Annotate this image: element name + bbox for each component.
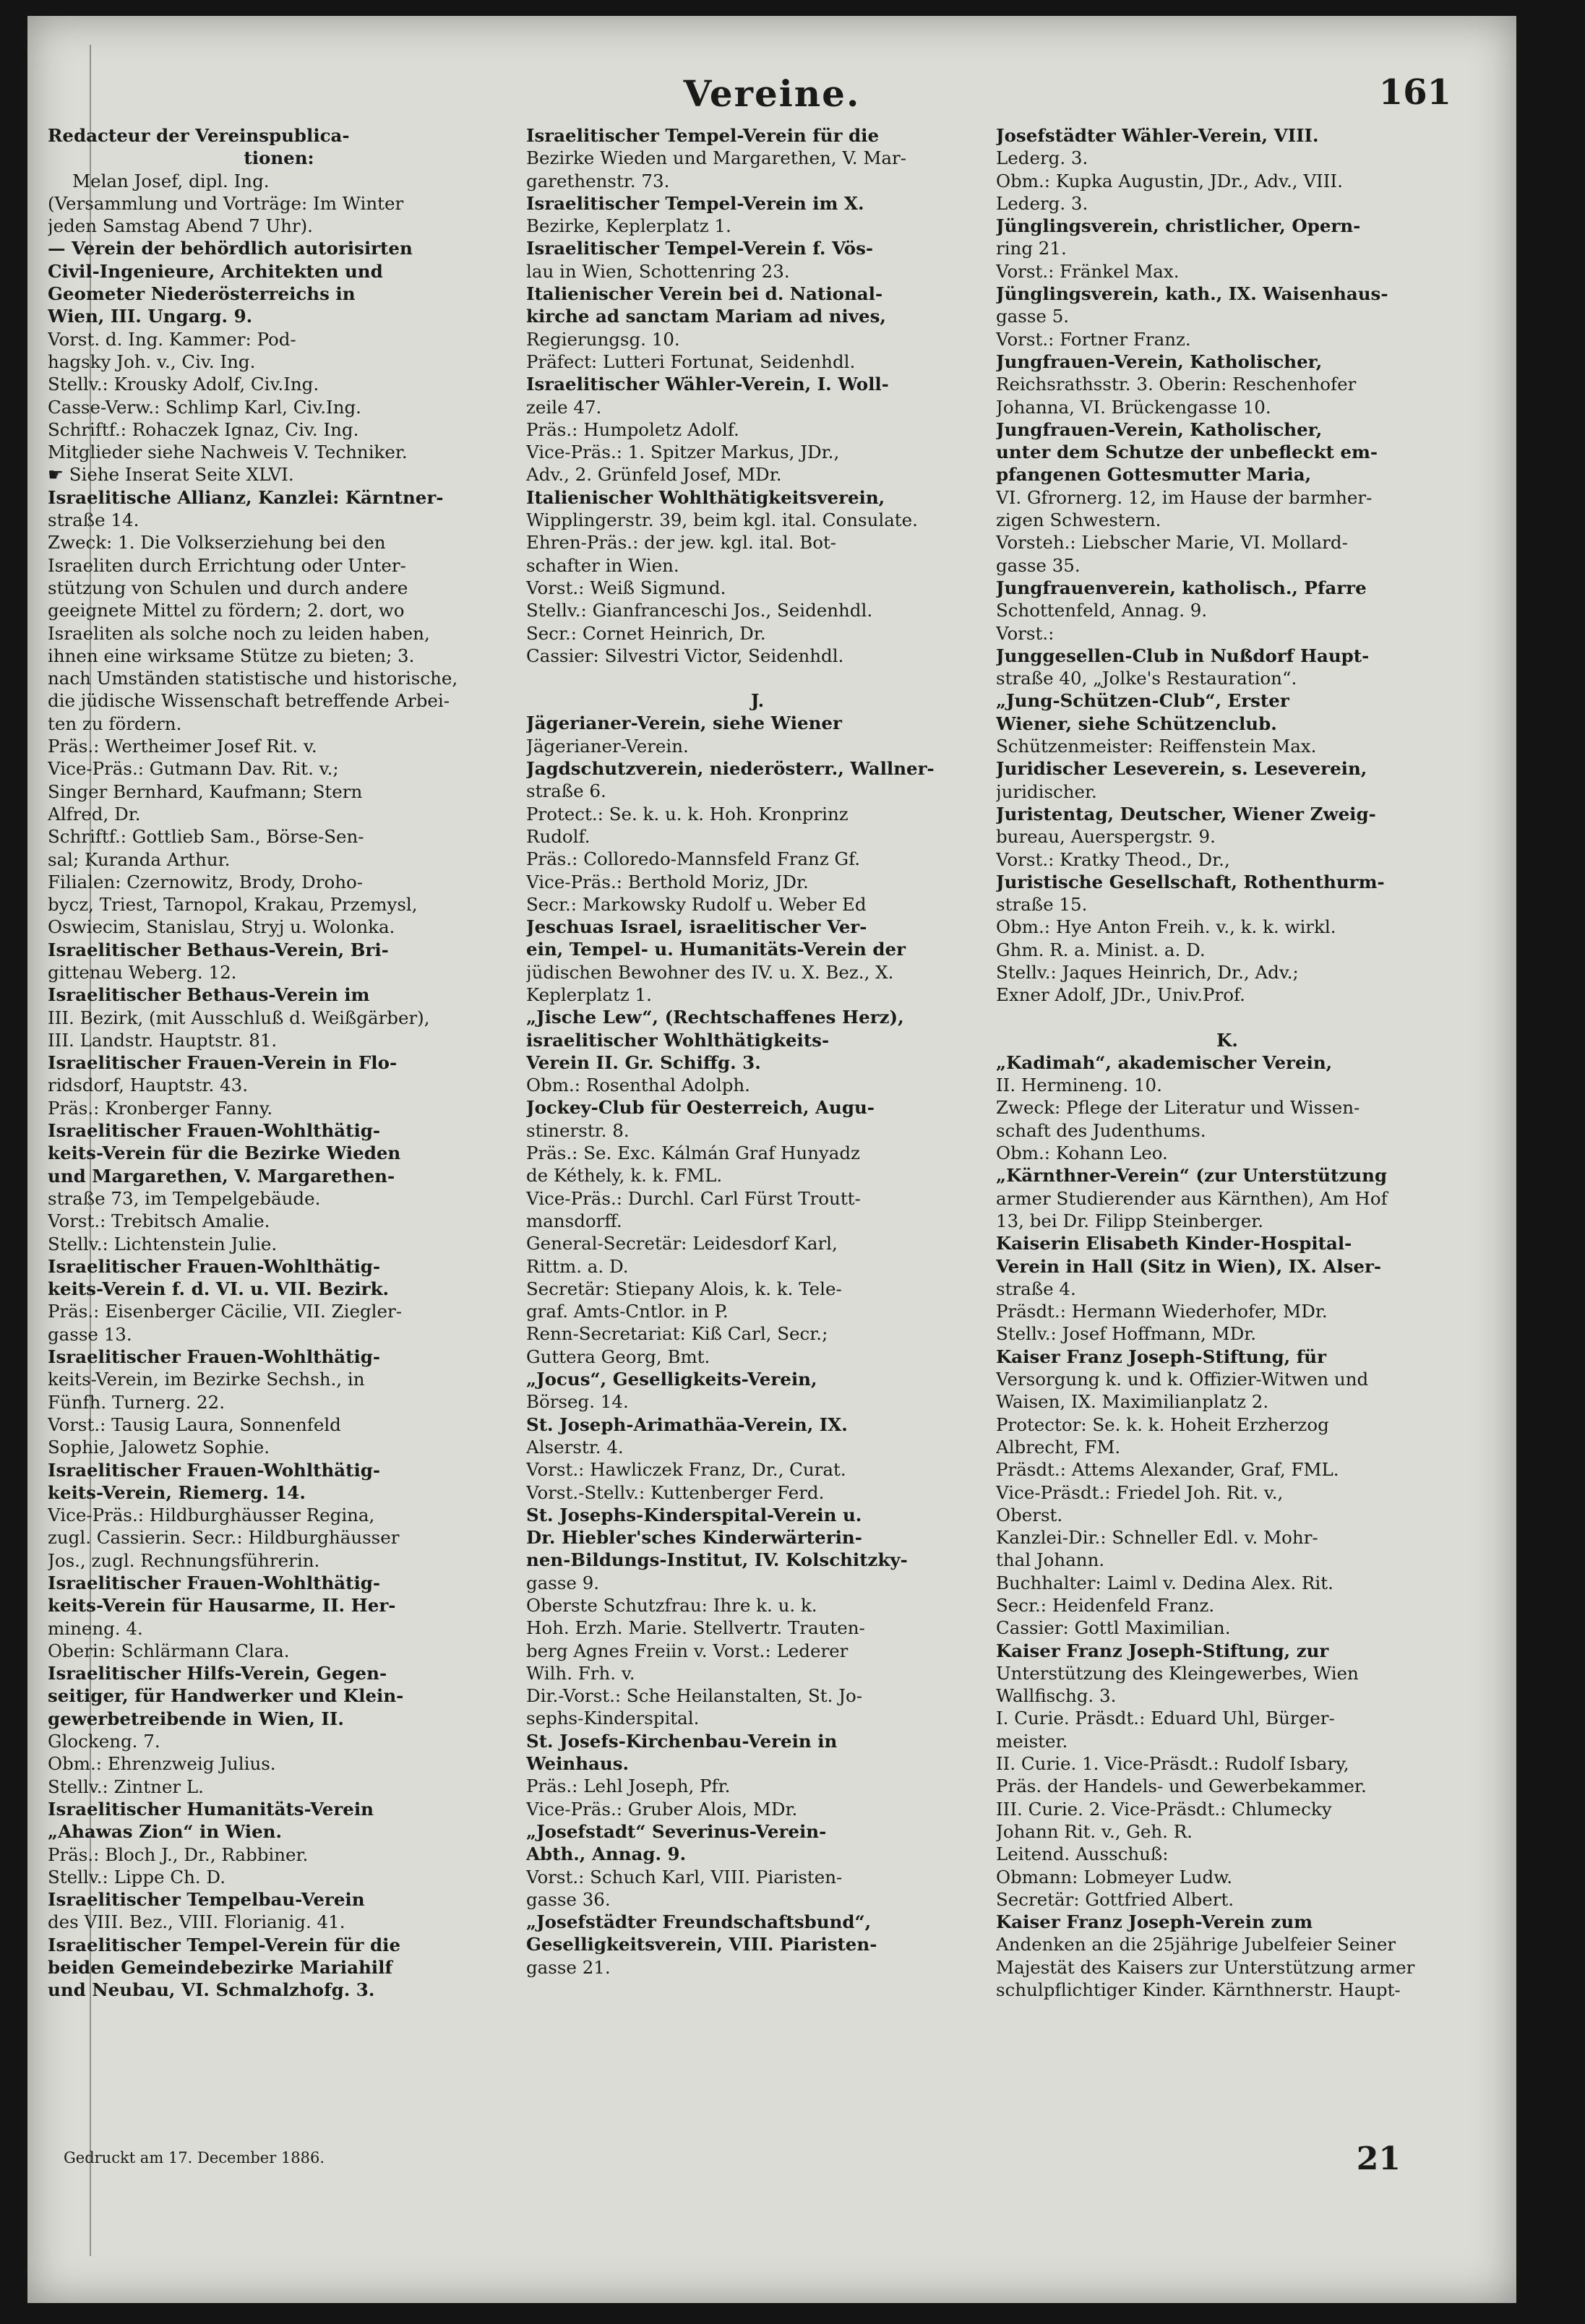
entry-heading: keits-Verein für Hausarme, II. Her- <box>48 1595 396 1617</box>
entry-line: Obmann: Lobmeyer Ludw. <box>996 1866 1233 1888</box>
entry-heading: Israelitische Allianz, Kanzlei: Kärntner- <box>48 486 444 508</box>
entry-line: Alserstr. 4. <box>526 1436 624 1458</box>
entry-line: Zweck: 1. Die Volkserziehung bei den <box>48 532 386 554</box>
page-header <box>27 72 1516 123</box>
entry-line: Vorst.: <box>996 622 1054 644</box>
entry-heading: Israelitischer Frauen-Wohlthätig- <box>48 1255 381 1277</box>
entry-heading: Jünglingsverein, kath., IX. Waisenhaus- <box>996 283 1388 305</box>
entry-line: Israeliten als solche noch zu leiden haben, <box>48 622 430 644</box>
column-middle <box>526 124 989 1979</box>
entry-heading: nen-Bildungs-Institut, IV. Kolschitzky- <box>526 1549 908 1571</box>
entry-line: ihnen eine wirksame Stütze zu bieten; 3. <box>48 645 415 666</box>
entry-line: Wilh. Frh. v. <box>526 1662 635 1684</box>
entry-line: Lederg. 3. <box>996 192 1088 214</box>
entry-line: Sophie, Jalowetz Sophie. <box>48 1437 270 1458</box>
entry-heading: „Ahawas Zion“ in Wien. <box>48 1821 283 1843</box>
entry-line: Rudolf. <box>526 825 590 847</box>
entry-line: Vice-Präs.: Durchl. Carl Fürst Troutt- <box>526 1187 861 1209</box>
entry-heading: St. Joseph-Arimathäa-Verein, IX. <box>526 1413 848 1435</box>
entry-line: Vice-Präsdt.: Friedel Joh. Rit. v., <box>996 1481 1284 1503</box>
entry-line: garethenstr. 73. <box>526 170 670 191</box>
entry-line: Präfect: Lutteri Fortunat, Seidenhdl. <box>526 350 856 372</box>
entry-line: lau in Wien, Schottenring 23. <box>526 260 790 282</box>
entry-line: stützung von Schulen und durch andere <box>48 577 408 598</box>
entry-line: Präs.: Kronberger Fanny. <box>48 1097 273 1119</box>
entry-line: 13, bei Dr. Filipp Steinberger. <box>996 1210 1264 1231</box>
entry-line: zigen Schwestern. <box>996 509 1161 531</box>
entry-line: ridsdorf, Hauptstr. 43. <box>48 1075 248 1096</box>
entry-heading: Jungfrauen-Verein, Katholischer, <box>996 418 1323 440</box>
column-right <box>996 124 1459 2001</box>
entry-line: Präs. der Handels- und Gewerbekammer. <box>996 1776 1367 1797</box>
entry-heading: Junggesellen-Club in Nußdorf Haupt- <box>996 645 1370 666</box>
entry-heading: Redacteur der Vereinspublica- <box>48 125 350 146</box>
entry-line: Oberst. <box>996 1504 1063 1525</box>
entry-heading: Italienischer Wohlthätigkeitsverein, <box>526 486 885 508</box>
entry-heading: Israelitischer Frauen-Wohlthätig- <box>48 1346 381 1368</box>
entry-line: Stellv.: Josef Hoffmann, MDr. <box>996 1323 1257 1345</box>
entry-heading: Kaiser Franz Joseph-Stiftung, für <box>996 1346 1326 1367</box>
entry-line: stinerstr. 8. <box>526 1119 630 1141</box>
entry-heading: Kaiserin Elisabeth Kinder-Hospital- <box>996 1233 1352 1254</box>
entry-line: Vorst.: Trebitsch Amalie. <box>48 1210 270 1232</box>
entry-line: Vorst.-Stellv.: Kuttenberger Ferd. <box>526 1481 825 1503</box>
entry-line: Stellv.: Lichtenstein Julie. <box>48 1233 278 1254</box>
entry-heading: „Jocus“, Geselligkeits-Verein, <box>526 1369 817 1390</box>
entry-line: straße 4. <box>996 1278 1076 1299</box>
entry-line: Ehren-Präs.: der jew. kgl. ital. Bot- <box>526 532 837 554</box>
entry-line: Kanzlei-Dir.: Schneller Edl. v. Mohr- <box>996 1527 1318 1549</box>
entry-heading: Kaiser Franz Joseph-Verein zum <box>996 1911 1313 1933</box>
entry-line: Renn-Secretariat: Kiß Carl, Secr.; <box>526 1323 828 1345</box>
entry-line: Singer Bernhard, Kaufmann; Stern <box>48 780 363 802</box>
entry-heading: und Margarethen, V. Margarethen- <box>48 1165 395 1187</box>
sheet-number: 21 <box>1356 2140 1401 2177</box>
entry-line: Vice-Präs.: Berthold Moriz, JDr. <box>526 871 809 892</box>
entry-line: gasse 36. <box>526 1888 611 1910</box>
entry-line: Ghm. R. a. Minist. a. D. <box>996 939 1206 960</box>
entry-heading: israelitischer Wohlthätigkeits- <box>526 1029 830 1051</box>
entry-heading: „Jung-Schützen-Club“, Erster <box>996 690 1289 712</box>
entry-line: Obm.: Kohann Leo. <box>996 1142 1168 1164</box>
entry-heading: Abth., Annag. 9. <box>526 1843 687 1865</box>
entry-heading: „Josefstädter Freundschaftsbund“, <box>526 1911 872 1933</box>
entry-heading: Jungfrauen-Verein, Katholischer, <box>996 350 1323 372</box>
entry-heading: St. Josefs-Kirchenbau-Verein in <box>526 1730 838 1752</box>
entry-line: Regierungsg. 10. <box>526 328 680 350</box>
entry-line: Obm.: Ehrenzweig Julius. <box>48 1753 276 1775</box>
entry-heading: Israelitischer Frauen-Verein in Flo- <box>48 1052 398 1074</box>
entry-heading: „Josefstadt“ Severinus-Verein- <box>526 1820 827 1842</box>
entry-heading: Jockey-Club für Oesterreich, Augu- <box>526 1097 875 1119</box>
entry-line: Alfred, Dr. <box>48 803 141 825</box>
entry-line: Mitglieder siehe Nachweis V. Techniker. <box>48 442 408 463</box>
entry-line: Obm.: Rosenthal Adolph. <box>526 1075 750 1096</box>
entry-heading: Geometer Niederösterreichs in <box>48 283 356 305</box>
entry-line: III. Curie. 2. Vice-Präsdt.: Chlumecky <box>996 1798 1332 1820</box>
entry-line: Secr.: Heidenfeld Franz. <box>996 1595 1215 1616</box>
entry-line: Oswiecim, Stanislau, Stryj u. Wolonka. <box>48 916 395 938</box>
entry-line: jeden Samstag Abend 7 Uhr). <box>48 215 313 237</box>
entry-line: schulpflichtiger Kinder. Kärnthnerstr. Haupt- <box>996 1979 1401 2001</box>
spacer <box>526 667 989 689</box>
print-imprint: Gedruckt am 17. December 1886. <box>64 2149 325 2166</box>
entry-line: Obm.: Hye Anton Freih. v., k. k. wirkl. <box>996 916 1336 938</box>
entry-line: straße 6. <box>526 780 606 802</box>
entry-line: Lederg. 3. <box>996 147 1088 169</box>
entry-heading: Verein in Hall (Sitz in Wien), IX. Alser- <box>996 1255 1382 1277</box>
entry-line: Rittm. a. D. <box>526 1255 629 1277</box>
entry-heading: Israelitischer Frauen-Wohlthätig- <box>48 1120 381 1142</box>
entry-line: Cassier: Gottl Maximilian. <box>996 1617 1231 1639</box>
entry-line: gasse 13. <box>48 1323 132 1345</box>
entry-line: straße 15. <box>996 894 1088 916</box>
entry-heading: Weinhaus. <box>526 1753 630 1775</box>
entry-line: Präs.: Wertheimer Josef Rit. v. <box>48 736 317 757</box>
entry-heading: Jungfrauenverein, katholisch., Pfarre <box>996 577 1367 598</box>
page-number: 161 <box>1378 72 1451 113</box>
entry-line: juridischer. <box>996 780 1097 802</box>
entry-heading: Israelitischer Tempel-Verein im X. <box>526 192 864 214</box>
entry-heading: kirche ad sanctam Mariam ad nives, <box>526 306 886 327</box>
entry-heading: Wien, III. Ungarg. 9. <box>48 306 253 327</box>
entry-line: Albrecht, FM. <box>996 1436 1121 1458</box>
entry-line: mineng. 4. <box>48 1617 143 1639</box>
entry-line: meister. <box>996 1730 1068 1752</box>
entry-line: Schützenmeister: Reiffenstein Max. <box>996 736 1317 757</box>
spacer <box>996 1007 1459 1029</box>
entry-line: Leitend. Ausschuß: <box>996 1843 1169 1865</box>
entry-line: Secretär: Stiepany Alois, k. k. Tele- <box>526 1278 842 1299</box>
entry-heading: Israelitischer Tempel-Verein für die <box>526 125 880 146</box>
entry-line: Melan Josef, dipl. Ing. <box>72 170 270 191</box>
entry-line: General-Secretär: Leidesdorf Karl, <box>526 1233 838 1254</box>
entry-line: gasse 21. <box>526 1956 611 1978</box>
entry-line: Vice-Präs.: Hildburghäusser Regina, <box>48 1505 375 1526</box>
entry-line: Adv., 2. Grünfeld Josef, MDr. <box>526 464 782 486</box>
entry-heading: keits-Verein für die Bezirke Wieden <box>48 1142 401 1164</box>
entry-line: Vorst.: Weiß Sigmund. <box>526 577 726 598</box>
entry-line: Bezirke, Keplerplatz 1. <box>526 215 731 237</box>
entry-line: Glockeng. 7. <box>48 1731 160 1752</box>
entry-line: II. Hermineng. 10. <box>996 1075 1162 1096</box>
entry-line: Waisen, IX. Maximilianplatz 2. <box>996 1391 1269 1413</box>
entry-line: Schriftf.: Rohaczek Ignaz, Civ. Ing. <box>48 418 359 440</box>
entry-line: Vorst. d. Ing. Kammer: Pod- <box>48 328 296 350</box>
entry-heading: Wiener, siehe Schützenclub. <box>996 713 1277 734</box>
entry-line: zugl. Cassierin. Secr.: Hildburghäusser <box>48 1527 400 1549</box>
entry-line: Guttera Georg, Bmt. <box>526 1346 710 1367</box>
entry-line: zeile 47. <box>526 396 602 418</box>
entry-line: Jägerianer-Verein. <box>526 735 689 757</box>
entry-heading: Israelitischer Hilfs-Verein, Gegen- <box>48 1663 387 1684</box>
entry-heading: Israelitischer Bethaus-Verein, Bri- <box>48 939 389 960</box>
entry-line: Oberin: Schlärmann Clara. <box>48 1640 290 1661</box>
entry-line: Vice-Präs.: 1. Spitzer Markus, JDr., <box>526 442 840 463</box>
entry-line: Präs.: Humpoletz Adolf. <box>526 418 739 440</box>
entry-heading: — Verein der behördlich autorisirten <box>48 238 413 259</box>
entry-line: Präsdt.: Hermann Wiederhofer, MDr. <box>996 1301 1328 1322</box>
page-title: Vereine. <box>683 72 861 115</box>
entry-line: Präs.: Lehl Joseph, Pfr. <box>526 1776 731 1797</box>
entry-line: Vorst.: Kratky Theod., Dr., <box>996 848 1230 870</box>
entry-line: Vorst.: Fortner Franz. <box>996 328 1191 350</box>
entry-line: Dir.-Vorst.: Sche Heilanstalten, St. Jo- <box>526 1685 863 1707</box>
entry-line: jüdischen Bewohner des IV. u. X. Bez., X. <box>526 961 894 983</box>
entry-line: Majestät des Kaisers zur Unterstützung armer <box>996 1956 1415 1978</box>
entry-line: bureau, Auerspergstr. 9. <box>996 826 1216 848</box>
entry-line: III. Landstr. Hauptstr. 81. <box>48 1029 278 1051</box>
entry-line: III. Bezirk, (mit Ausschluß d. Weißgärber), <box>48 1007 430 1028</box>
entry-line: Reichsrathsstr. 3. Oberin: Reschenhofer <box>996 374 1357 395</box>
entry-heading: Dr. Hiebler'sches Kinderwärterin- <box>526 1527 862 1549</box>
entry-heading: pfangenen Gottesmutter Maria, <box>996 464 1312 486</box>
entry-line: Hoh. Erzh. Marie. Stellvertr. Trauten- <box>526 1617 865 1639</box>
entry-heading: „Kadimah“, akademischer Verein, <box>996 1051 1333 1073</box>
entry-line: Johanna, VI. Brückengasse 10. <box>996 396 1271 418</box>
entry-heading: Josefstädter Wähler-Verein, VIII. <box>996 125 1319 146</box>
section-letter: tionen: <box>244 147 314 169</box>
entry-line: Buchhalter: Laiml v. Dedina Alex. Rit. <box>996 1572 1333 1593</box>
entry-line: (Versammlung und Vorträge: Im Winter <box>48 192 404 214</box>
entry-line: Stellv.: Jaques Heinrich, Dr., Adv.; <box>996 961 1299 983</box>
entry-heading: Geselligkeitsverein, VIII. Piaristen- <box>526 1934 877 1955</box>
entry-line: hagsky Joh. v., Civ. Ing. <box>48 350 256 372</box>
entry-heading: Jeschuas Israel, israelitischer Ver- <box>526 916 867 938</box>
entry-line: schafter in Wien. <box>526 554 679 576</box>
entry-line: Secretär: Gottfried Albert. <box>996 1888 1234 1910</box>
directory-page <box>27 16 1516 2303</box>
entry-heading: keits-Verein f. d. VI. u. VII. Bezirk. <box>48 1278 390 1300</box>
entry-heading: Juristische Gesellschaft, Rothenthurm- <box>996 871 1385 892</box>
entry-line: keits-Verein, im Bezirke Sechsh., in <box>48 1369 365 1390</box>
entry-line: Israeliten durch Errichtung oder Unter- <box>48 554 406 576</box>
entry-heading: St. Josephs-Kinderspital-Verein u. <box>526 1504 862 1525</box>
entry-line: straße 73, im Tempelgebäude. <box>48 1187 321 1209</box>
entry-line: Jos., zugl. Rechnungsführerin. <box>48 1549 320 1571</box>
entry-heading: Kaiser Franz Joseph-Stiftung, zur <box>996 1640 1329 1661</box>
entry-heading: gewerbetreibende in Wien, II. <box>48 1708 344 1729</box>
entry-line: VI. Gfrornerg. 12, im Hause der barmher- <box>996 486 1373 508</box>
entry-line: Keplerplatz 1. <box>526 984 652 1005</box>
entry-heading: und Neubau, VI. Schmalzhofg. 3. <box>48 1979 375 2001</box>
entry-heading: beiden Gemeindebezirke Mariahilf <box>48 1957 392 1979</box>
entry-heading: unter dem Schutze der unbefleckt em- <box>996 442 1378 463</box>
entry-heading: Juridischer Leseverein, s. Leseverein, <box>996 758 1367 780</box>
entry-line: I. Curie. Präsdt.: Eduard Uhl, Bürger- <box>996 1708 1335 1729</box>
entry-heading: keits-Verein, Riemerg. 14. <box>48 1481 306 1503</box>
entry-line: straße 14. <box>48 509 139 531</box>
entry-line: Johann Rit. v., Geh. R. <box>996 1820 1193 1842</box>
entry-line: ring 21. <box>996 238 1067 259</box>
entry-line: sephs-Kinderspital. <box>526 1708 700 1729</box>
entry-heading: Israelitischer Bethaus-Verein im <box>48 984 370 1006</box>
entry-heading: Israelitischer Tempel-Verein f. Vös- <box>526 238 874 259</box>
entry-heading: Verein II. Gr. Schiffg. 3. <box>526 1051 761 1073</box>
entry-line: Präsdt.: Attems Alexander, Graf, FML. <box>996 1459 1339 1481</box>
section-letter: K. <box>1216 1029 1238 1051</box>
entry-heading: Italienischer Verein bei d. National- <box>526 283 883 305</box>
entry-line: Stellv.: Gianfranceschi Jos., Seidenhdl. <box>526 600 873 621</box>
entry-line: gasse 35. <box>996 554 1081 576</box>
entry-line: armer Studierender aus Kärnthen), Am Hof <box>996 1187 1388 1209</box>
entry-line: Protector: Se. k. k. Hoheit Erzherzog <box>996 1413 1329 1435</box>
entry-line: Schriftf.: Gottlieb Sam., Börse-Sen- <box>48 826 364 848</box>
column-left <box>48 124 510 2002</box>
entry-line: Stellv.: Zintner L. <box>48 1776 204 1797</box>
entry-line: berg Agnes Freiin v. Vorst.: Lederer <box>526 1640 849 1661</box>
entry-line: graf. Amts-Cntlor. in P. <box>526 1301 729 1322</box>
entry-heading: Civil-Ingenieure, Architekten und <box>48 260 383 282</box>
entry-line: Stellv.: Lippe Ch. D. <box>48 1866 225 1888</box>
entry-line: Unterstützung des Kleingewerbes, Wien <box>996 1662 1359 1684</box>
entry-line: Vice-Präs.: Gutmann Dav. Rit. v.; <box>48 758 339 780</box>
entry-heading: Jagdschutzverein, niederösterr., Wallner- <box>526 758 935 780</box>
entry-line: bycz, Triest, Tarnopol, Krakau, Przemysl, <box>48 894 418 916</box>
entry-heading: Jünglingsverein, christlicher, Opern- <box>996 215 1361 237</box>
entry-line: thal Johann. <box>996 1549 1105 1571</box>
entry-line: des VIII. Bez., VIII. Florianig. 41. <box>48 1911 345 1933</box>
entry-heading: „Kärnthner-Verein“ (zur Unterstützung <box>996 1165 1388 1187</box>
entry-line: straße 40, „Jolke's Restauration“. <box>996 668 1297 689</box>
entry-line: Secr.: Markowsky Rudolf u. Weber Ed <box>526 893 867 915</box>
entry-line: Oberste Schutzfrau: Ihre k. u. k. <box>526 1595 817 1616</box>
entry-line: Stellv.: Krousky Adolf, Civ.Ing. <box>48 374 319 395</box>
entry-line: Vorst.: Schuch Karl, VIII. Piaristen- <box>526 1866 843 1888</box>
entry-line: gasse 9. <box>526 1572 600 1593</box>
entry-line: sal; Kuranda Arthur. <box>48 848 231 870</box>
entry-line: II. Curie. 1. Vice-Präsdt.: Rudolf Isbary, <box>996 1753 1349 1775</box>
entry-line: Schottenfeld, Annag. 9. <box>996 600 1208 621</box>
entry-heading: „Jische Lew“, (Rechtschaffenes Herz), <box>526 1007 904 1028</box>
entry-line: Secr.: Cornet Heinrich, Dr. <box>526 622 766 644</box>
entry-heading: Israelitischer Tempel-Verein für die <box>48 1934 401 1955</box>
entry-heading: ein, Tempel- u. Humanitäts-Verein der <box>526 939 906 960</box>
entry-line: nach Umständen statistische und historische, <box>48 668 458 689</box>
entry-heading: Israelitischer Frauen-Wohlthätig- <box>48 1572 381 1593</box>
entry-line: Fünfh. Turnerg. 22. <box>48 1391 225 1413</box>
entry-line: Präs.: Bloch J., Dr., Rabbiner. <box>48 1843 309 1865</box>
entry-line: Wipplingerstr. 39, beim kgl. ital. Consulate. <box>526 509 918 531</box>
entry-line: Andenken an die 25jährige Jubelfeier Seiner <box>996 1934 1396 1955</box>
entry-line: die jüdische Wissenschaft betreffende Arbei- <box>48 690 450 712</box>
entry-line: Exner Adolf, JDr., Univ.Prof. <box>996 984 1245 1006</box>
entry-line: ☛ Siehe Inserat Seite XLVI. <box>48 464 294 486</box>
entry-line: Cassier: Silvestri Victor, Seidenhdl. <box>526 645 844 666</box>
entry-line: Präs.: Eisenberger Cäcilie, VII. Ziegler- <box>48 1301 402 1322</box>
entry-line: Obm.: Kupka Augustin, JDr., Adv., VIII. <box>996 170 1343 191</box>
entry-line: geeignete Mittel zu fördern; 2. dort, wo <box>48 600 405 621</box>
entry-line: Casse-Verw.: Schlimp Karl, Civ.Ing. <box>48 396 361 418</box>
entry-line: Bezirke Wieden und Margarethen, V. Mar- <box>526 147 907 169</box>
entry-line: Börseg. 14. <box>526 1391 629 1413</box>
entry-heading: seitiger, für Handwerker und Klein- <box>48 1685 404 1707</box>
entry-heading: Israelitischer Tempelbau-Verein <box>48 1889 365 1911</box>
entry-line: schaft des Judenthums. <box>996 1119 1206 1141</box>
entry-line: Vorsteh.: Liebscher Marie, VI. Mollard- <box>996 532 1348 554</box>
section-letter: J. <box>750 690 765 712</box>
entry-line: Vorst.: Tausig Laura, Sonnenfeld <box>48 1413 341 1435</box>
entry-line: mansdorff. <box>526 1210 622 1231</box>
entry-line: Vice-Präs.: Gruber Alois, MDr. <box>526 1798 798 1820</box>
entry-line: ten zu fördern. <box>48 713 182 734</box>
entry-heading: Israelitischer Frauen-Wohlthätig- <box>48 1459 381 1481</box>
entry-heading: Israelitischer Wähler-Verein, I. Woll- <box>526 374 889 395</box>
entry-line: gittenau Weberg. 12. <box>48 961 237 983</box>
entry-line: Protect.: Se. k. u. k. Hoh. Kronprinz <box>526 803 849 825</box>
entry-line: Filialen: Czernowitz, Brody, Droho- <box>48 871 364 892</box>
entry-line: Zweck: Pflege der Literatur und Wissen- <box>996 1097 1360 1119</box>
entry-line: Vorst.: Hawliczek Franz, Dr., Curat. <box>526 1459 846 1481</box>
entry-heading: Jägerianer-Verein, siehe Wiener <box>526 713 842 734</box>
entry-line: Versorgung k. und k. Offizier-Witwen und <box>996 1369 1369 1390</box>
entry-line: gasse 5. <box>996 306 1070 327</box>
entry-line: Wallfischg. 3. <box>996 1685 1117 1707</box>
entry-heading: Juristentag, Deutscher, Wiener Zweig- <box>996 803 1376 825</box>
entry-line: Vorst.: Fränkel Max. <box>996 260 1180 282</box>
entry-line: Präs.: Se. Exc. Kálmán Graf Hunyadz <box>526 1142 860 1164</box>
entry-heading: Israelitischer Humanitäts-Verein <box>48 1798 374 1820</box>
entry-line: de Kéthely, k. k. FML. <box>526 1165 723 1187</box>
entry-line: Präs.: Colloredo-Mannsfeld Franz Gf. <box>526 848 861 870</box>
